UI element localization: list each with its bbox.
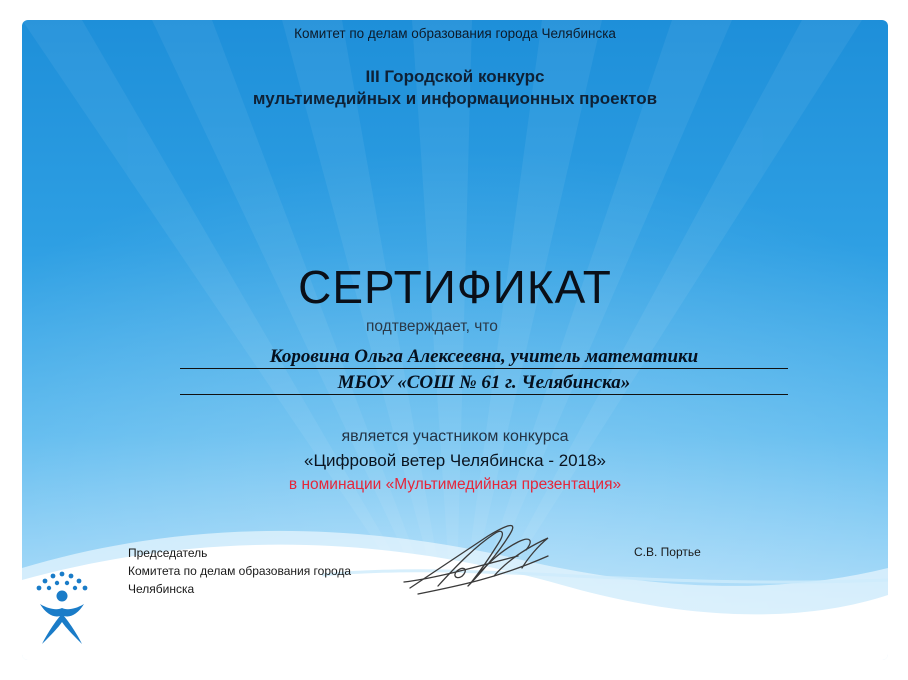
recipient-name: Коровина Ольга Алексеевна, учитель математики [180,346,788,369]
certificate-slide [22,20,888,660]
signature-icon [398,516,568,598]
committee-header: Комитет по делам образования города Челябинска [294,26,616,41]
contest-name: «Цифровой ветер Челябинска - 2018» [303,451,606,470]
chairman-block [128,544,351,598]
contest-title-line-1: III Городской конкурс [365,67,545,86]
participant-text: является участником конкурса [341,428,569,445]
signer-name: С.В. Портье [634,545,701,559]
recipient-school: МБОУ «СОШ № 61 г. Челябинска» [180,372,788,395]
nomination-text: в номинации «Мультимедийная презентация» [288,476,622,493]
chairman-committee: Комитета по делам образования города [128,564,352,578]
contest-title [22,66,888,110]
education-logo-icon [34,570,90,646]
chairman-city: Челябинска [128,582,195,596]
certificate-heading: СЕРТИФИКАТ [298,261,612,313]
chairman-title: Председатель [128,546,208,560]
contest-title-line-2: мультимедийных и информационных проектов [252,89,658,108]
confirms-text: подтверждает, что [366,318,498,335]
